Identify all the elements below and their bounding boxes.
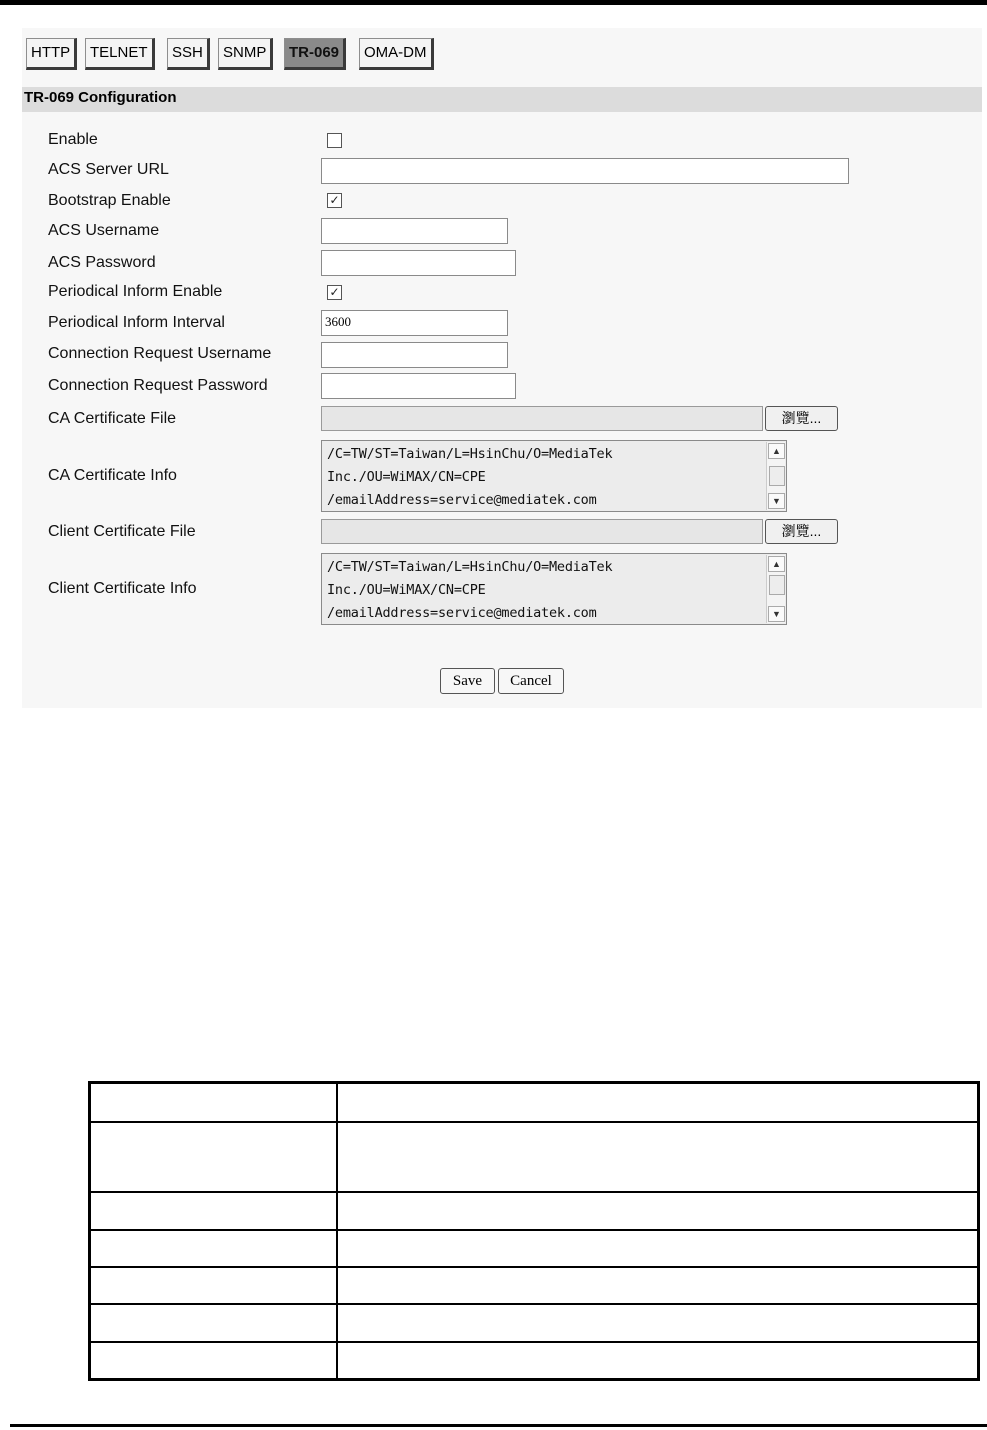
table-row — [90, 1230, 979, 1267]
acs-url-label: ACS Server URL — [48, 161, 169, 178]
tab-snmp[interactable]: SNMP — [218, 38, 273, 70]
table-cell — [337, 1342, 979, 1380]
conn-password-label: Connection Request Password — [48, 377, 268, 394]
client-info-text: /C=TW/ST=Taiwan/L=HsinChu/O=MediaTek Inc./OU=WiMAX/CN=CPE /emailAddress=service@mediatek.com — [327, 559, 613, 621]
acs-url-input[interactable] — [321, 158, 849, 184]
periodic-interval-label: Periodical Inform Interval — [48, 314, 225, 331]
table-cell — [90, 1267, 338, 1304]
scroll-up-icon[interactable]: ▲ — [768, 556, 785, 572]
table-cell — [90, 1083, 338, 1122]
table-cell — [90, 1304, 338, 1342]
table-row — [90, 1304, 979, 1342]
tab-telnet[interactable]: TELNET — [85, 38, 155, 70]
acs-password-input[interactable] — [321, 250, 516, 276]
ca-info-label: CA Certificate Info — [48, 467, 177, 484]
table-row — [90, 1122, 979, 1192]
ca-info-textarea[interactable] — [321, 440, 787, 512]
table-cell — [90, 1122, 338, 1192]
top-rule — [0, 0, 987, 5]
client-info-scrollbar[interactable] — [766, 555, 785, 623]
ca-info-scrollbar[interactable] — [766, 442, 785, 510]
client-file-label: Client Certificate File — [48, 523, 196, 540]
cancel-button[interactable]: Cancel — [498, 668, 564, 694]
tab-tr069[interactable]: TR-069 — [284, 38, 346, 70]
acs-password-label: ACS Password — [48, 254, 156, 271]
tab-oma-dm[interactable]: OMA-DM — [359, 38, 434, 70]
table-cell — [337, 1267, 979, 1304]
table-cell — [337, 1304, 979, 1342]
section-title: TR-069 Configuration — [22, 87, 982, 112]
description-table — [88, 1081, 980, 1381]
client-browse-button[interactable]: 瀏覽... — [765, 519, 838, 544]
scroll-up-icon[interactable]: ▲ — [768, 443, 785, 459]
scroll-down-icon[interactable]: ▼ — [768, 493, 785, 509]
scroll-down-icon[interactable]: ▼ — [768, 606, 785, 622]
save-button[interactable]: Save — [440, 668, 495, 694]
table-row — [90, 1083, 979, 1122]
bootstrap-checkbox[interactable] — [327, 193, 342, 208]
conn-password-input[interactable] — [321, 373, 516, 399]
ca-browse-button[interactable]: 瀏覽... — [765, 406, 838, 431]
client-info-label: Client Certificate Info — [48, 580, 197, 597]
bottom-rule — [10, 1424, 987, 1427]
periodic-enable-checkbox[interactable] — [327, 285, 342, 300]
bootstrap-check-icon: ✓ — [329, 193, 340, 207]
bootstrap-label: Bootstrap Enable — [48, 192, 171, 209]
tab-ssh[interactable]: SSH — [167, 38, 210, 70]
conn-username-label: Connection Request Username — [48, 345, 272, 362]
acs-username-input[interactable] — [321, 218, 508, 244]
table-cell — [337, 1230, 979, 1267]
scroll-thumb[interactable] — [769, 466, 785, 486]
table-cell — [337, 1083, 979, 1122]
client-info-textarea[interactable] — [321, 553, 787, 625]
ca-info-text: /C=TW/ST=Taiwan/L=HsinChu/O=MediaTek Inc./OU=WiMAX/CN=CPE /emailAddress=service@mediatek.com — [327, 446, 613, 508]
enable-checkbox[interactable] — [327, 133, 342, 148]
periodic-check-icon: ✓ — [329, 285, 340, 299]
enable-label: Enable — [48, 131, 98, 148]
table-cell — [337, 1192, 979, 1230]
table-row — [90, 1342, 979, 1380]
table-cell — [90, 1342, 338, 1380]
table-row — [90, 1192, 979, 1230]
scroll-thumb[interactable] — [769, 575, 785, 595]
periodic-interval-input[interactable]: 3600 — [321, 310, 508, 336]
ca-file-label: CA Certificate File — [48, 410, 177, 427]
table-row — [90, 1267, 979, 1304]
periodic-enable-label: Periodical Inform Enable — [48, 283, 223, 300]
tab-http[interactable]: HTTP — [26, 38, 77, 70]
conn-username-input[interactable] — [321, 342, 508, 368]
table-cell — [90, 1230, 338, 1267]
table-cell — [90, 1192, 338, 1230]
ca-file-input[interactable] — [321, 406, 763, 431]
client-file-input[interactable] — [321, 519, 763, 544]
table-cell — [337, 1122, 979, 1192]
acs-username-label: ACS Username — [48, 222, 160, 239]
